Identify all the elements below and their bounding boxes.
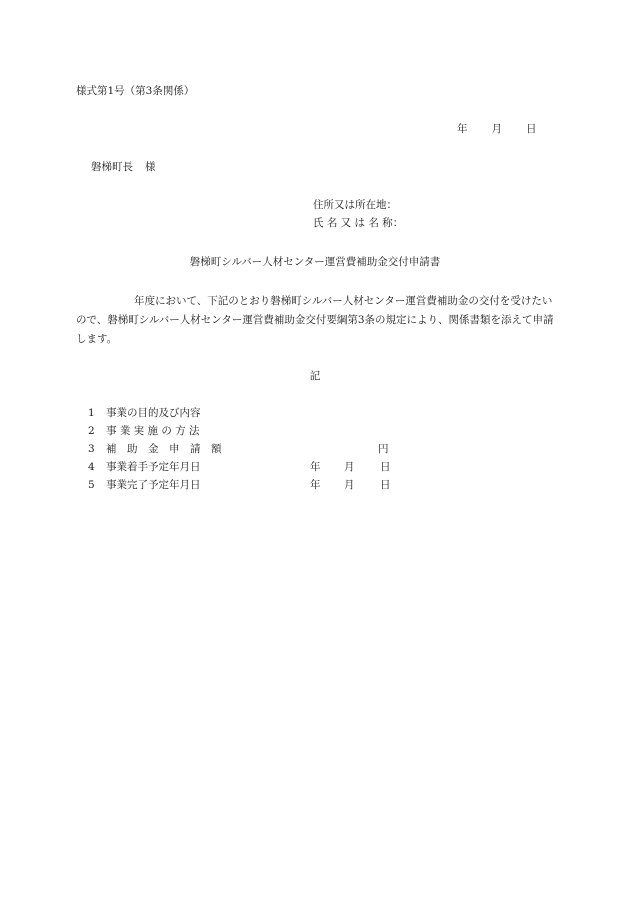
body-text: 年度において、下記のとおり磐梯町シルバー人材センター運営費補助金の交付を受けたいので、磐梯町シルバー人材センター運営費補助金交付要綱第3条の規定により、関係書類を添えて申請します。 [76, 295, 554, 345]
date-day: 日 [526, 123, 537, 135]
document-title [0, 255, 630, 269]
name-label: 氏 名 又 は 名 称： [313, 217, 404, 229]
list-item [88, 404, 408, 422]
applicant-block [313, 196, 403, 232]
addressee-honorific: 様 [145, 161, 156, 173]
item-number: 1 [88, 407, 95, 419]
item-number: 3 [88, 443, 95, 455]
date-year: 年 [457, 123, 468, 135]
item-day: 日 [380, 479, 391, 491]
address-label: 住所又は所在地： [313, 199, 397, 211]
list-item [88, 440, 408, 458]
item-label: 事 業 実 施 の 方 法 [106, 425, 200, 437]
item-day: 日 [380, 461, 391, 473]
body-paragraph [76, 292, 556, 349]
list-item [88, 458, 408, 476]
item-year: 年 [310, 479, 321, 491]
item-number: 4 [88, 461, 95, 473]
item-year: 年 [310, 461, 321, 473]
item-number: 5 [88, 479, 95, 491]
item-label: 事業着手予定年月日 [106, 461, 201, 473]
list-item [88, 422, 408, 440]
document-title-text: 磐梯町シルバー人材センター運営費補助金交付申請書 [189, 256, 441, 268]
item-yen: 円 [378, 443, 389, 455]
list-item [88, 476, 408, 494]
item-month: 月 [344, 461, 355, 473]
item-label: 事業の目的及び内容 [106, 407, 201, 419]
item-label: 事業完了予定年月日 [106, 479, 201, 491]
item-month: 月 [344, 479, 355, 491]
form-number: 様式第1号（第3条関係） [76, 85, 195, 97]
item-number: 2 [88, 425, 95, 437]
ki-heading: 記 [309, 370, 321, 382]
date-month: 月 [491, 123, 502, 135]
addressee [91, 160, 156, 174]
date-line [457, 122, 537, 136]
item-label: 補 助 金 申 請 額 [106, 443, 222, 455]
item-list [88, 404, 408, 494]
addressee-name: 磐梯町長 [91, 161, 133, 173]
